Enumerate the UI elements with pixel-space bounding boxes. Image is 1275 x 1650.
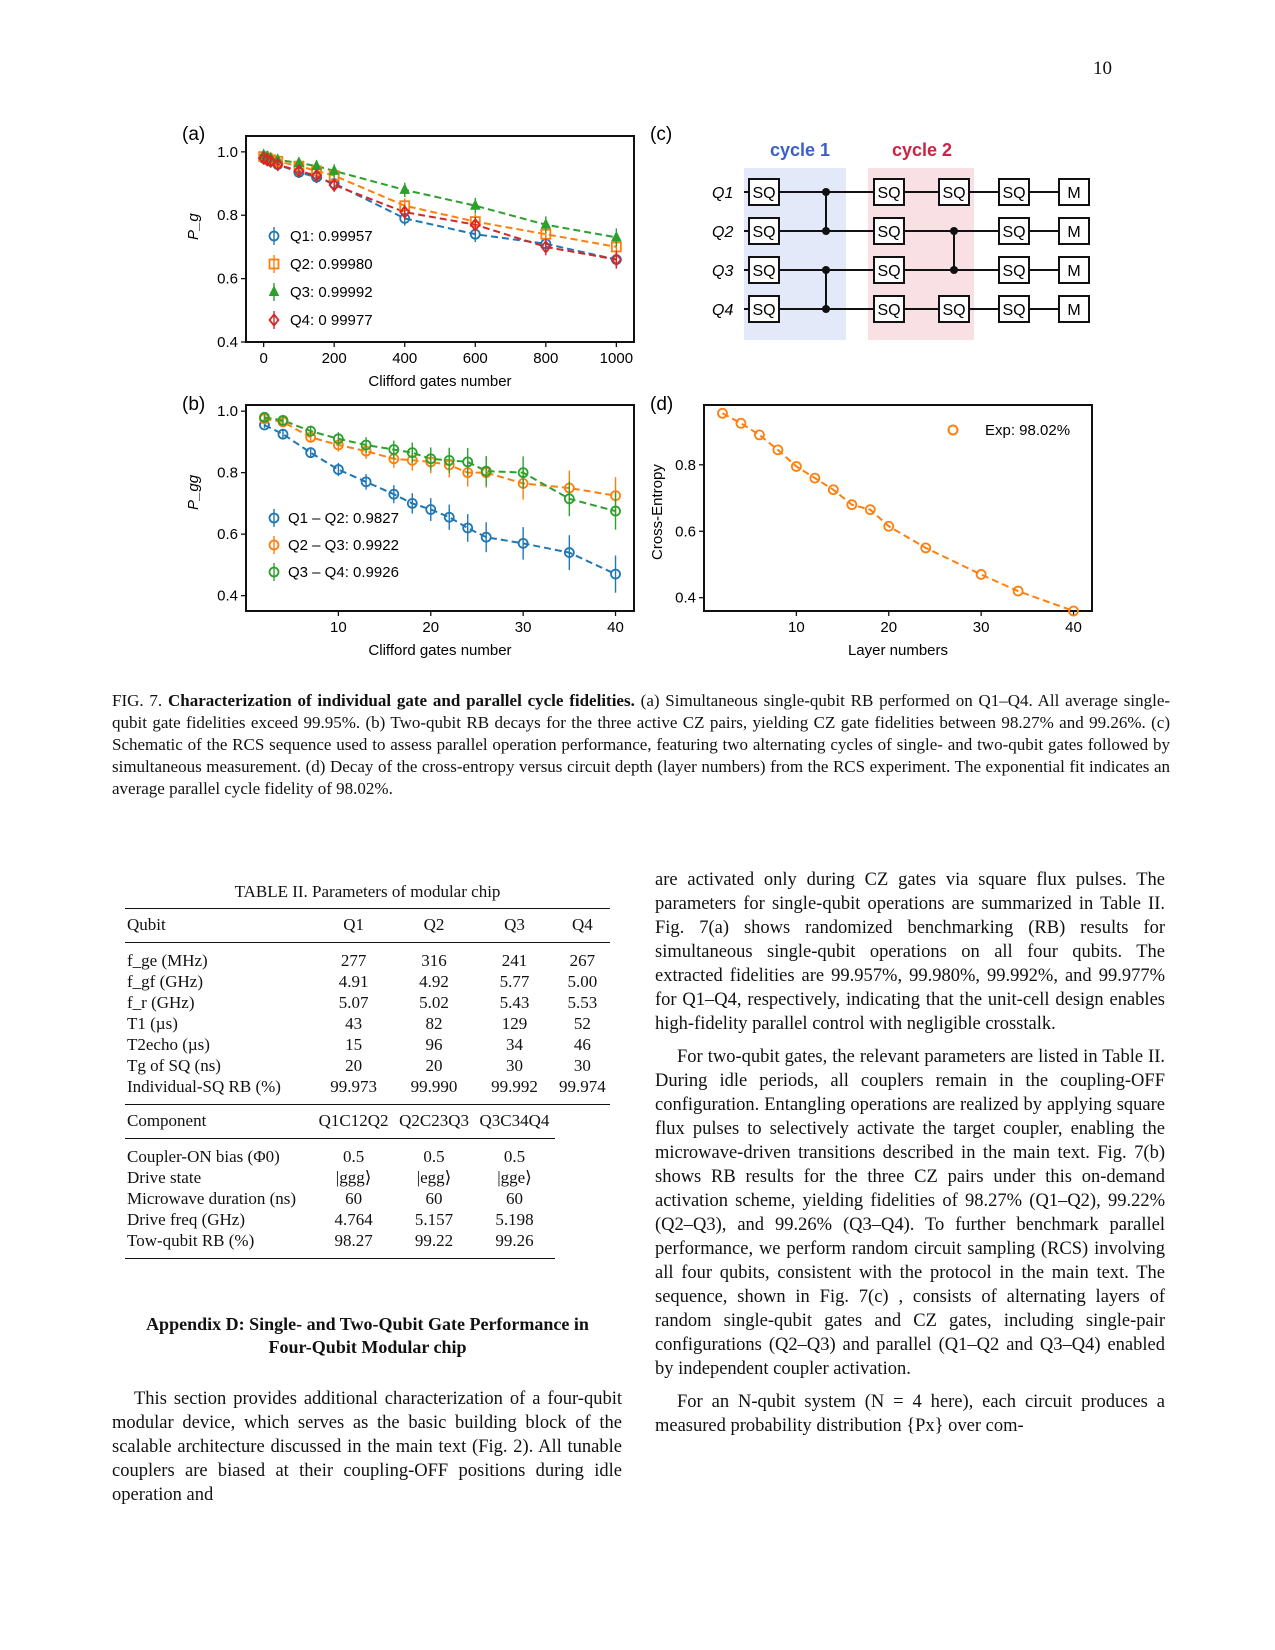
legend-label: Q3 – Q4: 0.9926 <box>288 564 399 581</box>
appendix-paragraph-1: This section provides additional characterization of a four-qubit modular device, which serves as the basic building block of the scalable architecture discussed in the main text (Fig. 2). All tunable couplers are biased at their coupling-OFF positions during idle operation and <box>112 1389 622 1505</box>
panel-d-xlabel: Layer numbers <box>847 642 949 659</box>
sq-gate-label: SQ <box>877 224 901 241</box>
cycle2-label: cycle 2 <box>891 140 953 160</box>
y-tick-label: 1.0 <box>217 143 238 161</box>
y-tick-label: 0.8 <box>675 456 696 474</box>
legend-label: Q4: 0 99977 <box>290 312 373 329</box>
legend-marker <box>270 287 279 296</box>
parameters-table <box>125 908 610 1259</box>
cz-dot <box>822 227 830 235</box>
table-cell: Q1 <box>313 909 393 943</box>
appendix-heading: Appendix D: Single- and Two-Qubit Gate Performance in Four-Qubit Modular chip <box>146 1314 589 1357</box>
cz-dot <box>822 305 830 313</box>
measure-label: M <box>1067 302 1081 319</box>
table-cell: |ggg⟩ <box>335 1168 372 1187</box>
table-cell: 99.26 <box>474 1230 554 1259</box>
panel-a <box>182 124 634 390</box>
legend-label: Q1: 0.99957 <box>290 228 373 245</box>
sq-gate-label: SQ <box>942 185 966 202</box>
table-cell: 4.764 <box>334 1210 373 1229</box>
data-point <box>718 409 727 418</box>
table-row <box>125 971 610 992</box>
x-tick-label: 10 <box>788 619 805 636</box>
data-point <box>736 419 745 428</box>
table-cell: Tow-qubit RB (%) <box>125 1230 313 1259</box>
panel-a-xlabel: Clifford gates number <box>368 373 512 390</box>
table-cell: 99.22 <box>394 1230 474 1259</box>
panel-b-ylabel: P_gg <box>185 474 202 510</box>
table-cell: 20 <box>345 1056 363 1075</box>
table-cell: Q2C23Q3 <box>399 1111 469 1130</box>
measure-label: M <box>1067 224 1081 241</box>
cz-dot <box>822 266 830 274</box>
x-tick-label: 1000 <box>599 350 634 367</box>
panel-b-xlabel: Clifford gates number <box>368 642 512 659</box>
table-row <box>125 1167 610 1188</box>
sq-gate-label: SQ <box>1002 263 1026 280</box>
figure-7 <box>0 0 1275 680</box>
caption-fig-label: FIG. 7. <box>112 691 163 710</box>
table-cell: Q1C12Q2 <box>318 1111 389 1130</box>
table-cell: 5.43 <box>499 993 530 1012</box>
panel-d-legend <box>949 422 1071 439</box>
table-cell: 267 <box>555 943 610 972</box>
table-cell: 82 <box>425 1014 443 1033</box>
x-tick-label: 20 <box>880 619 898 636</box>
table-row <box>125 1230 610 1259</box>
panel-d-fits <box>723 413 1074 611</box>
table-row <box>125 1209 610 1230</box>
table-cell: 99.974 <box>555 1076 610 1105</box>
x-tick-label: 800 <box>533 350 559 367</box>
table-cell: 4.92 <box>419 972 449 991</box>
panel-a-ticks <box>217 144 633 367</box>
table-cell: 316 <box>394 943 474 972</box>
table-cell: 43 <box>345 1014 363 1033</box>
data-point <box>755 430 764 439</box>
x-tick-label: 40 <box>1065 619 1082 636</box>
table-row <box>125 943 610 972</box>
legend-label: Q1 – Q2: 0.9827 <box>288 510 399 527</box>
data-point <box>977 570 986 579</box>
table-row <box>125 992 610 1013</box>
table-cell: Individual-SQ RB (%) <box>125 1076 313 1105</box>
table-cell: Coupler-ON bias (Φ0) <box>125 1139 313 1168</box>
caption-text: (a) Simultaneous single-qubit RB performed on Q1–Q4. All average single-qubit gate fidelities exceed 99.95%. (b) Two-qubit RB decays for the three active CZ pairs, yielding CZ gate fidelities between 98.27% and 99.26%. (c) Schematic of the RCS sequence used to assess parallel operation performance, featuring two alternating cycles of single- and two-qubit gates followed by simultaneous measurement. (d) Decay of the cross-entropy versus circuit depth (layer numbers) from the RCS experiment. The exponential fit indicates an average parallel cycle fidelity of 98.02%. <box>112 691 1171 798</box>
sq-gate-label: SQ <box>752 185 776 202</box>
table-row <box>125 1188 610 1209</box>
panel-c <box>650 124 1089 340</box>
right-paragraph-3: For an N-qubit system (N = 4 here), each circuit produces a measured probability distribution {Px} over com- <box>655 1392 1165 1436</box>
table-cell: 0.5 <box>313 1139 393 1168</box>
x-tick-label: 0 <box>259 350 268 367</box>
panel-d-legend-marker <box>949 426 958 435</box>
table-cell: 52 <box>573 1014 591 1033</box>
right-paragraph-1: are activated only during CZ gates via square flux pulses. The parameters for single-qubit operations are summarized in Table II. Fig. 7(a) shows randomized benchmarking (RB) results for simultaneous single-qubit operations on all four qubits. The extracted fidelities are 99.957%, 99.980%, 99.992%, and 99.977% for Q1–Q4, respectively, indicating that the unit-cell design enables high-fidelity parallel control with negligible crosstalk. <box>655 870 1165 1034</box>
table-header-row <box>125 909 610 943</box>
cz-dot <box>950 266 958 274</box>
qubit-label: Q2 <box>712 224 734 241</box>
table-cell: f_r (GHz) <box>127 993 195 1012</box>
table-cell: 20 <box>425 1056 443 1075</box>
legend-label: Q3: 0.99992 <box>290 284 373 301</box>
cz-dot <box>822 188 830 196</box>
sq-gate-label: SQ <box>1002 185 1026 202</box>
data-point <box>400 184 409 193</box>
x-tick-label: 40 <box>607 619 624 636</box>
table-cell: 0.5 <box>394 1139 474 1168</box>
table-cell: 99.990 <box>394 1076 474 1105</box>
table-cell: 241 <box>474 943 554 972</box>
table-cell: Qubit <box>125 909 313 943</box>
table-cell: |gge⟩ <box>497 1168 532 1187</box>
sq-gate-label: SQ <box>942 302 966 319</box>
right-paragraph-2: For two-qubit gates, the relevant parameters are listed in Table II. During idle periods, all couplers remain in the coupling-OFF configuration. Entangling operations are realized by applying square flux pulses to selectively activate the target coupler, enabling the microwave-driven transitions described in the main text. Fig. 7(b) shows RB results for the three CZ pairs under this on-demand activation scheme, yielding fidelities of 98.27% (Q1–Q2), 99.22% (Q2–Q3), and 99.26% (Q3–Q4). To further benchmark parallel performance, we perform random circuit sampling (RCS) involving all four qubits, consistent with the protocol in the main text. The sequence, shown in Fig. 7(c) , consists of alternating layers of random single-qubit gates and CZ gates, including single-pair configurations (Q2–Q3) and parallel (Q1–Q2 and Q3–Q4) enabled by independent coupler activation. <box>655 1047 1165 1379</box>
table-cell: 30 <box>573 1056 591 1075</box>
figure-caption <box>112 690 1170 800</box>
page-number: 10 <box>1093 58 1112 79</box>
table-cell: 277 <box>313 943 393 972</box>
table-cell: 96 <box>425 1035 443 1054</box>
y-tick-label: 0.4 <box>217 587 238 605</box>
qubit-label: Q1 <box>712 185 734 202</box>
table-header-row-2 <box>125 1105 610 1139</box>
table-cell: 5.07 <box>338 993 369 1012</box>
table-cell: Drive freq (GHz) <box>127 1210 245 1229</box>
table-row <box>125 1076 610 1105</box>
table-cell: 0.5 <box>474 1139 554 1168</box>
table-cell: 5.00 <box>567 972 598 991</box>
table-cell: Tg of SQ (ns) <box>127 1056 221 1075</box>
x-tick-label: 400 <box>392 350 418 367</box>
legend-label: Q2 – Q3: 0.9922 <box>288 537 399 554</box>
panel-b-legend <box>270 509 399 581</box>
table-cell: Q3C34Q4 <box>479 1111 550 1130</box>
y-tick-label: 0.4 <box>675 589 696 607</box>
x-tick-label: 20 <box>422 619 440 636</box>
data-point <box>312 161 321 170</box>
table-cell: 129 <box>501 1014 528 1033</box>
panel-b-label: (b) <box>182 394 206 415</box>
panel-a-marks <box>259 150 621 269</box>
y-tick-label: 1.0 <box>217 403 238 421</box>
y-tick-label: 0.8 <box>217 207 238 225</box>
x-tick-label: 30 <box>514 619 532 636</box>
sq-gate-label: SQ <box>877 185 901 202</box>
measure-label: M <box>1067 185 1081 202</box>
x-tick-label: 30 <box>972 619 990 636</box>
table-cell: |egg⟩ <box>416 1168 452 1187</box>
table-cell: Component <box>127 1111 207 1130</box>
panel-d-label: (d) <box>650 394 674 415</box>
y-tick-label: 0.6 <box>217 270 238 288</box>
sq-gate-label: SQ <box>752 302 776 319</box>
panel-d-marks <box>718 409 1078 616</box>
table-cell: 4.91 <box>338 972 369 991</box>
table-cell: Q2 <box>394 909 474 943</box>
table-cell: f_gf (GHz) <box>127 972 203 991</box>
caption-title: Characterization of individual gate and parallel cycle fidelities. <box>167 691 635 710</box>
y-tick-label: 0.4 <box>217 334 238 351</box>
x-tick-label: 10 <box>330 619 347 636</box>
table-cell: 46 <box>573 1035 591 1054</box>
table-cell: 5.77 <box>499 972 530 991</box>
right-column <box>655 868 1165 1447</box>
cz-dot <box>950 227 958 235</box>
table-cell: 5.02 <box>419 993 449 1012</box>
legend-label: Q2: 0.99980 <box>290 256 373 273</box>
sq-gate-label: SQ <box>877 263 901 280</box>
sq-gate-label: SQ <box>752 224 776 241</box>
table-cell: T1 (µs) <box>127 1014 178 1033</box>
panel-d-ticks <box>675 457 1082 636</box>
table-cell: T2echo (µs) <box>127 1035 210 1054</box>
table-cell: 5.157 <box>414 1210 454 1229</box>
data-point <box>612 232 621 241</box>
table-caption: TABLE II. Parameters of modular chip <box>234 882 501 901</box>
panel-c-label: (c) <box>650 124 673 145</box>
table-cell: f_ge (MHz) <box>125 943 313 972</box>
x-tick-label: 600 <box>462 350 488 367</box>
table-row <box>125 1034 610 1055</box>
measure-label: M <box>1067 263 1081 280</box>
table-cell: Q4 <box>555 909 610 943</box>
panel-b <box>182 394 634 659</box>
table-cell: 34 <box>505 1035 523 1054</box>
table-cell: Q3 <box>474 909 554 943</box>
cycle1-label: cycle 1 <box>769 140 831 160</box>
sq-gate-label: SQ <box>1002 302 1026 319</box>
y-tick-label: 0.6 <box>675 523 696 541</box>
sq-gate-label: SQ <box>877 302 901 319</box>
table-cell: 60 <box>345 1189 363 1208</box>
panel-a-label: (a) <box>182 124 206 145</box>
table-cell: 98.27 <box>313 1230 393 1259</box>
table-cell: Drive state <box>127 1168 202 1187</box>
panel-a-ylabel: P_g <box>185 213 202 240</box>
fit-line-series-1 <box>723 413 1074 611</box>
table-cell: 30 <box>505 1056 523 1075</box>
x-tick-label: 200 <box>321 350 347 367</box>
qubit-label: Q3 <box>712 263 734 280</box>
table-row <box>125 1139 610 1168</box>
table-cell: 99.992 <box>474 1076 554 1105</box>
left-column <box>112 1387 622 1516</box>
sq-gate-label: SQ <box>752 263 776 280</box>
panel-d <box>649 394 1092 659</box>
table-cell: 60 <box>505 1189 523 1208</box>
sq-gate-label: SQ <box>1002 224 1026 241</box>
table-cell: Microwave duration (ns) <box>127 1189 297 1208</box>
y-tick-label: 0.8 <box>217 464 238 482</box>
table-row <box>125 1055 610 1076</box>
y-tick-label: 0.6 <box>217 526 238 544</box>
qubit-label: Q4 <box>712 302 734 319</box>
table-cell: 99.973 <box>313 1076 393 1105</box>
table-cell: 5.53 <box>567 993 598 1012</box>
panel-a-legend <box>270 227 373 329</box>
panel-d-legend-label: Exp: 98.02% <box>985 422 1071 439</box>
table-cell: 60 <box>425 1189 443 1208</box>
table-row <box>125 1013 610 1034</box>
panel-d-ylabel: Cross-Entropy <box>649 464 666 560</box>
table-cell: 5.198 <box>495 1210 534 1229</box>
table-cell: 15 <box>345 1035 363 1054</box>
